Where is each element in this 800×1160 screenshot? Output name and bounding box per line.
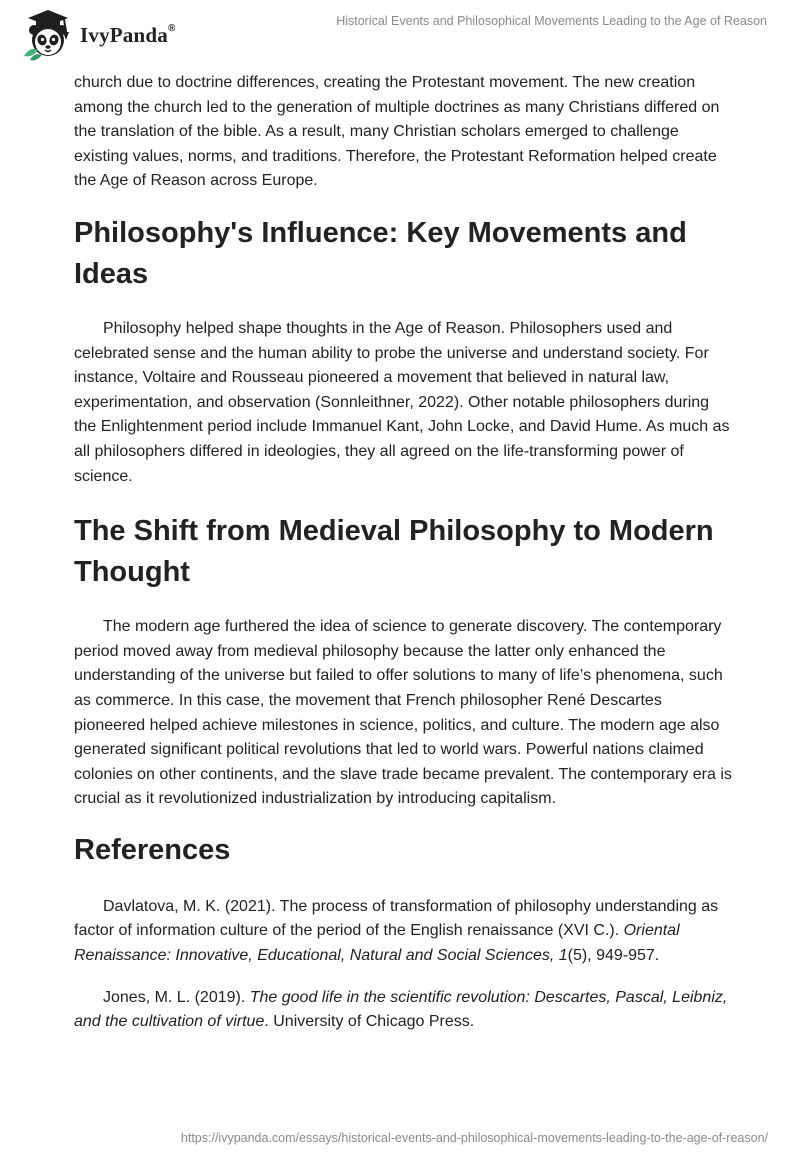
brand-name-text: IvyPanda	[80, 23, 168, 47]
brand-name	[80, 23, 176, 48]
brand-logo[interactable]	[14, 6, 204, 62]
reference-details: . University of Chicago Press.	[264, 1013, 475, 1031]
references-heading: References	[74, 833, 231, 866]
reference-entry	[74, 895, 734, 969]
essay-content	[74, 70, 734, 1035]
reference-text: Jones, M. L. (2019).	[103, 988, 250, 1006]
source-url-link[interactable]: https://ivypanda.com/essays/historical-events-and-philosophical-movements-leading-to-the-age-of-reason/	[180, 1131, 768, 1145]
reference-book-title: The good life in the scientific revolution: Descartes, Pascal, Leibniz, and the cultivation of virtue	[74, 988, 728, 1031]
intro-paragraph: church due to doctrine differences, creating the Protestant movement. The new creation among the church led to the generation of multiple doctrines as many Christians differed on the translation of the bible. As a result, many Christian scholars emerged to challenge existing values, norms, and traditions. Therefore, the Protestant Reformation helped create the Age of Reason across Europe.	[74, 74, 720, 190]
reference-details: (5), 949-957.	[567, 947, 660, 965]
registered-mark: ®	[167, 23, 176, 34]
panda-graduate-logo-icon	[14, 6, 78, 62]
section-heading-medieval-to-modern: The Shift from Medieval Philosophy to Modern Thought	[74, 515, 714, 589]
document-title: Historical Events and Philosophical Movements Leading to the Age of Reason	[336, 14, 767, 28]
reference-text: Davlatova, M. K. (2021). The process of transformation of philosophy understanding as factor of information culture of the period of the English renaissance (XVI C.).	[74, 897, 719, 940]
section-paragraph-philosophy-influence: Philosophy helped shape thoughts in the Age of Reason. Philosophers used and celebrated sense and the human ability to probe the universe and understand society. For instance, Voltaire and Rousseau pioneered a movement that believed in natural law, experimentation, and observation (Sonnleithner, 2022). Other notable philosophers during the Enlightenment period include Immanuel Kant, John Locke, and David Hume. As much as all philosophers differed in ideologies, they all agreed on the life-transforming power of science.	[74, 319, 730, 485]
page-header	[0, 0, 800, 70]
section-heading-philosophy-influence: Philosophy's Influence: Key Movements and Ideas	[74, 216, 687, 290]
section-paragraph-medieval-to-modern: The modern age furthered the idea of science to generate discovery. The contemporary period moved away from medieval philosophy because the latter only enhanced the understanding of the universe but failed to offer solutions to many of life’s phenomena, such as commerce. In this case, the movement that French philosopher René Descartes pioneered helped achieve milestones in science, politics, and culture. The modern age also generated significant political revolutions that led to world wars. Powerful nations claimed colonies on other continents, and the slave trade became prevalent. The contemporary era is crucial as it revolutionized industrialization by introducing capitalism.	[74, 618, 732, 808]
reference-journal: Oriental Renaissance: Innovative, Educational, Natural and Social Sciences, 1	[74, 922, 680, 965]
reference-entry	[74, 986, 734, 1035]
